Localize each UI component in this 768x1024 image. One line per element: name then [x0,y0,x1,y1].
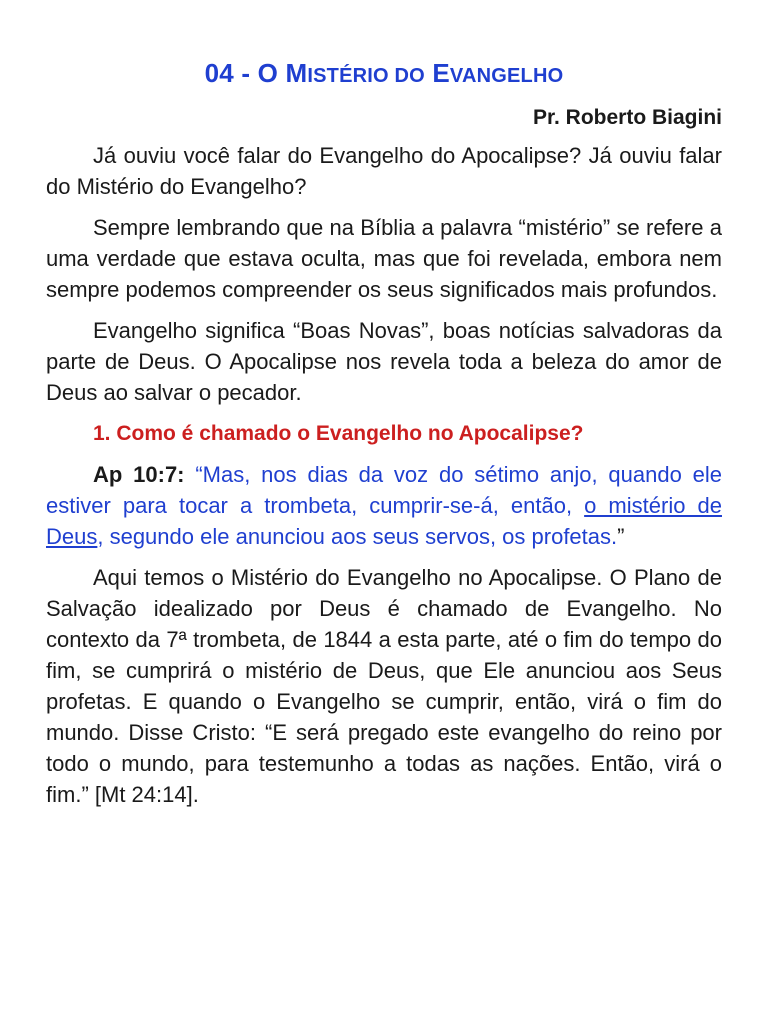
verse-close-quote: ” [617,524,625,549]
paragraph-3: Evangelho significa “Boas Novas”, boas notícias salvadoras da parte de Deus. O Apocalipse nos revela toda a beleza do amor de Deus ao salvar o pecador. [46,318,722,405]
title-part1: ISTÉRIO DO [307,65,425,87]
section-heading: 1. Como é chamado o Evangelho no Apocalipse? [93,422,584,445]
closing-paragraph: Aqui temos o Mistério do Evangelho no Apocalipse. O Plano de Salvação idealizado por Deus é chamado de Evangelho. No contexto da 7ª trombeta, de 1844 a esta parte, até o fim do tempo do fim, se cumprirá o mistério de Deus, que Ele anunciou aos Seus profetas. E quando o Evangelho se cumprir, então, virá o fim do mundo. Disse Cristo: “E será pregado este evangelho do reino por todo o mundo, para testemunho a todas as nações. Então, virá o fim.” [Mt 24:14]. [46,565,722,807]
verse-text-before: Mas, nos dias da voz do sétimo anjo, quando ele estiver para tocar a trombeta, cumprir-se-á, então, [46,462,723,518]
document-title [46,56,722,93]
verse-paragraph [46,459,722,552]
verse-open-quote: “ [184,462,203,487]
author-line: Pr. Roberto Biagini [532,106,722,129]
title-prefix: 04 - O M [204,58,308,88]
title-part2-cap: E [424,58,450,88]
title-part2: VANGELHO [449,65,564,87]
paragraph-2: Sempre lembrando que na Bíblia a palavra “mistério” se refere a uma verdade que estava oculta, mas que foi revelada, embora nem sempre podemos compreender os seus significados mais profundos. [46,215,722,302]
verse-text-after: , segundo ele anunciou aos seus servos, os profetas. [97,524,618,549]
paragraph-1: Já ouviu você falar do Evangelho do Apocalipse? Já ouviu falar do Mistério do Evangelho? [46,143,722,199]
verse-underlined-text[interactable]: o mistério de Deus [46,493,722,549]
verse-reference: Ap 10:7: [93,462,185,487]
